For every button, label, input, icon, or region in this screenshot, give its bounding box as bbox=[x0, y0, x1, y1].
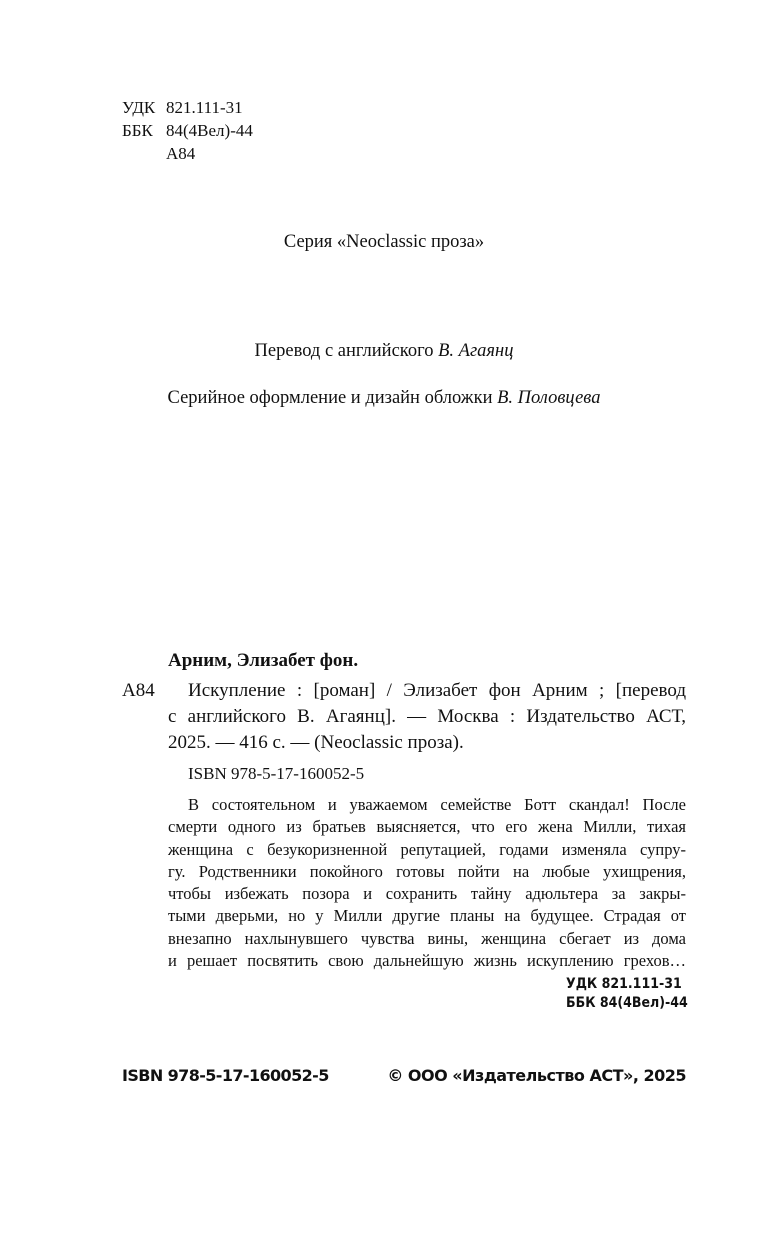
annotation-line: и решает посвятить свою дальнейшую жизнь искуплению грехов… bbox=[168, 951, 686, 971]
designer-name: В. Половцева bbox=[497, 388, 601, 408]
bbk-row bbox=[122, 119, 253, 142]
bbk-code: ББК 84(4Вел)-44 bbox=[566, 995, 688, 1011]
classification-codes-bottom bbox=[566, 975, 688, 1013]
design-text: Серийное оформление и дизайн обложки bbox=[167, 388, 498, 408]
footer-copyright: © ООО «Издательство АСТ», 2025 bbox=[387, 1066, 686, 1085]
annotation-line: смерти одного из братьев выясняется, что его жена Милли, тихая bbox=[168, 817, 686, 837]
udk-code: УДК 821.111-31 bbox=[566, 976, 682, 992]
footer-isbn: ISBN 978-5-17-160052-5 bbox=[122, 1066, 329, 1085]
annotation-line: тыми дверьми, но у Милли другие планы на будущее. Страдая от bbox=[168, 906, 686, 926]
annotation-line: женщина с безукоризненной репутацией, годами изменяла супру- bbox=[168, 839, 686, 859]
udk-value: 821.111-31 bbox=[166, 98, 243, 117]
bib-line: Искупление : [роман] / Элизабет фон Арним ; [перевод bbox=[188, 680, 686, 701]
bbk-value: 84(4Вел)-44 bbox=[166, 121, 253, 140]
annotation-line: гу. Родственники покойного готовы пойти на любые ухищрения, bbox=[168, 861, 686, 881]
author-mark: А84 bbox=[166, 144, 196, 163]
translation-credit bbox=[0, 341, 768, 362]
bbk-label: ББК bbox=[122, 121, 153, 140]
bib-line: с английского В. Агаянц]. — Москва : Издательство АСТ, bbox=[168, 706, 686, 727]
record-index: А84 bbox=[122, 680, 155, 701]
annotation-line: В состоятельном и уважаемом семействе Ботт скандал! После bbox=[188, 795, 686, 814]
translation-text: Перевод с английского bbox=[254, 341, 439, 361]
bibliographic-description bbox=[168, 678, 686, 756]
record-author: Арним, Элизабет фон. bbox=[168, 650, 359, 671]
udk-label: УДК bbox=[122, 98, 156, 117]
annotation-line: внезапно нахлынувшего чувства вины, женщина сбегает из дома bbox=[168, 928, 686, 948]
translator-name: В. Агаянц bbox=[438, 341, 514, 361]
record-isbn: ISBN 978-5-17-160052-5 bbox=[188, 764, 365, 783]
classification-codes bbox=[122, 96, 253, 165]
author-mark-row bbox=[122, 142, 253, 165]
annotation bbox=[168, 794, 686, 972]
design-credit bbox=[0, 388, 768, 409]
udk-row bbox=[122, 96, 253, 119]
annotation-line: чтобы избежать позора и сохранить тайну адюльтера за закры- bbox=[168, 884, 686, 904]
bib-line: 2025. — 416 с. — (Neoclassic проза). bbox=[168, 732, 464, 753]
series-line: Серия «Neoclassic проза» bbox=[283, 232, 485, 252]
